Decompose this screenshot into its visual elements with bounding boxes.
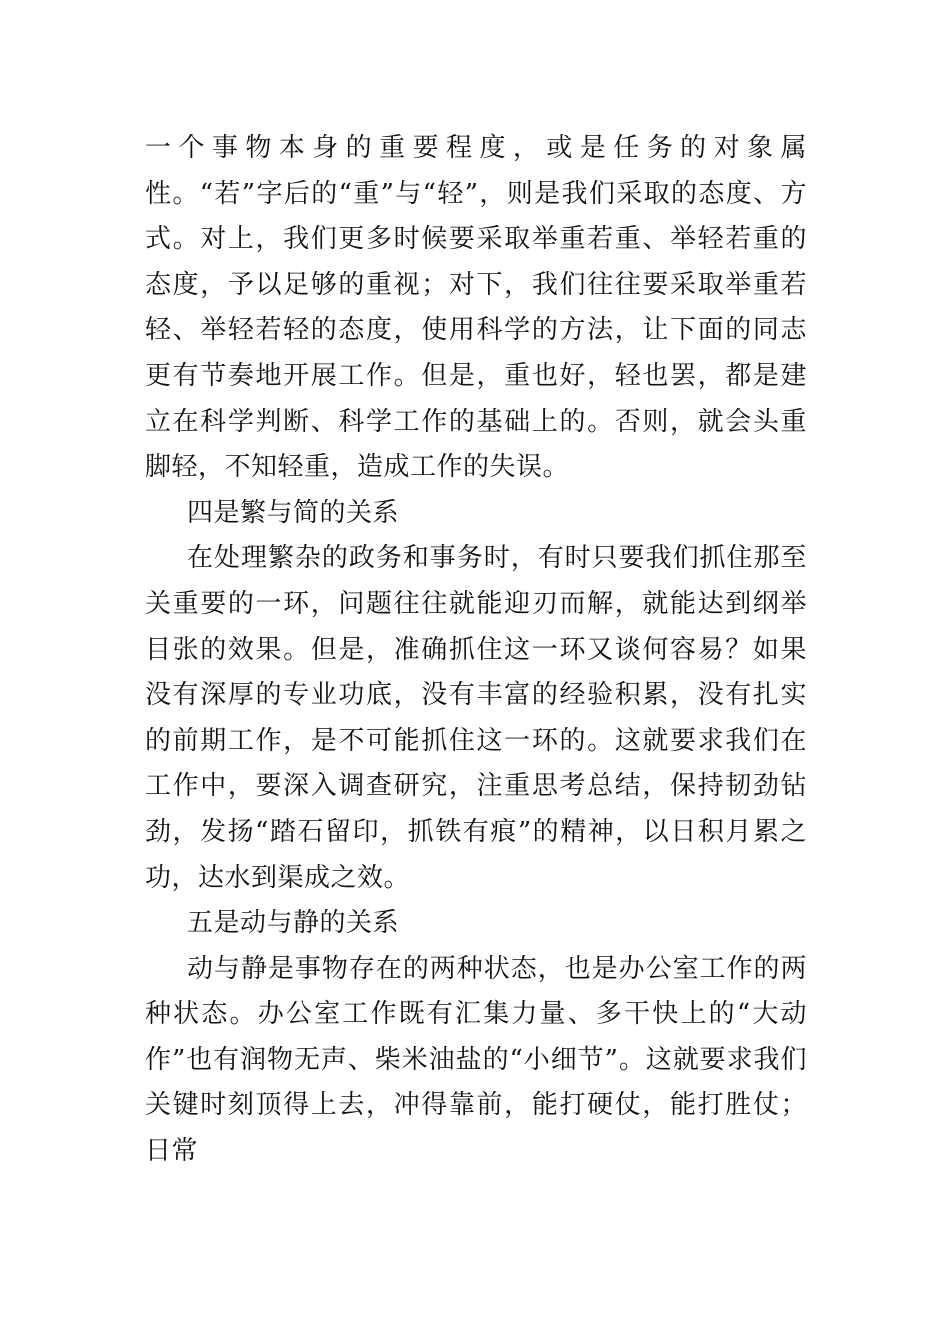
paragraph-dong-jing: 动与静是事物存在的两种状态，也是办公室工作的两种状态。办公室工作既有汇集力量、多干快上的“大动作”也有润物无声、柴米油盐的“小细节”。这就要求我们关键时刻顶得上去，冲得靠前，能打硬仗，能打胜仗；日常	[145, 953, 807, 1167]
paragraph-continuation: 一个事物本身的重要程度，或是任务的对象属性。“若”字后的“重”与“轻”，则是我们采取的态度、方式。对上，我们更多时候要采取举重若重、举轻若重的态度，予以足够的重视；对下，我们往往要采取举重若轻、举轻若轻的态度，使用科学的方法，让下面的同志更有节奏地开展工作。但是，重也好，轻也罢，都是建立在科学判断、科学工作的基础上的。否则，就会头重脚轻，不知轻重，造成工作的失误。	[145, 133, 807, 483]
document-body	[145, 126, 807, 1175]
section-heading-fan-jian: 四是繁与简的关系	[187, 497, 400, 528]
section-heading-dong-jing: 五是动与静的关系	[187, 908, 400, 939]
paragraph-fan-jian: 在处理繁杂的政务和事务时，有时只要我们抓住那至关重要的一环，问题往往就能迎刃而解，就能达到纲举目张的效果。但是，准确抓住这一环又谈何容易？如果没有深厚的专业功底，没有丰富的经验积累，没有扎实的前期工作，是不可能抓住这一环的。这就要求我们在工作中，要深入调查研究，注重思考总结，保持韧劲钻劲，发扬“踏石留印，抓铁有痕”的精神，以日积月累之功，达水到渠成之效。	[145, 543, 807, 893]
